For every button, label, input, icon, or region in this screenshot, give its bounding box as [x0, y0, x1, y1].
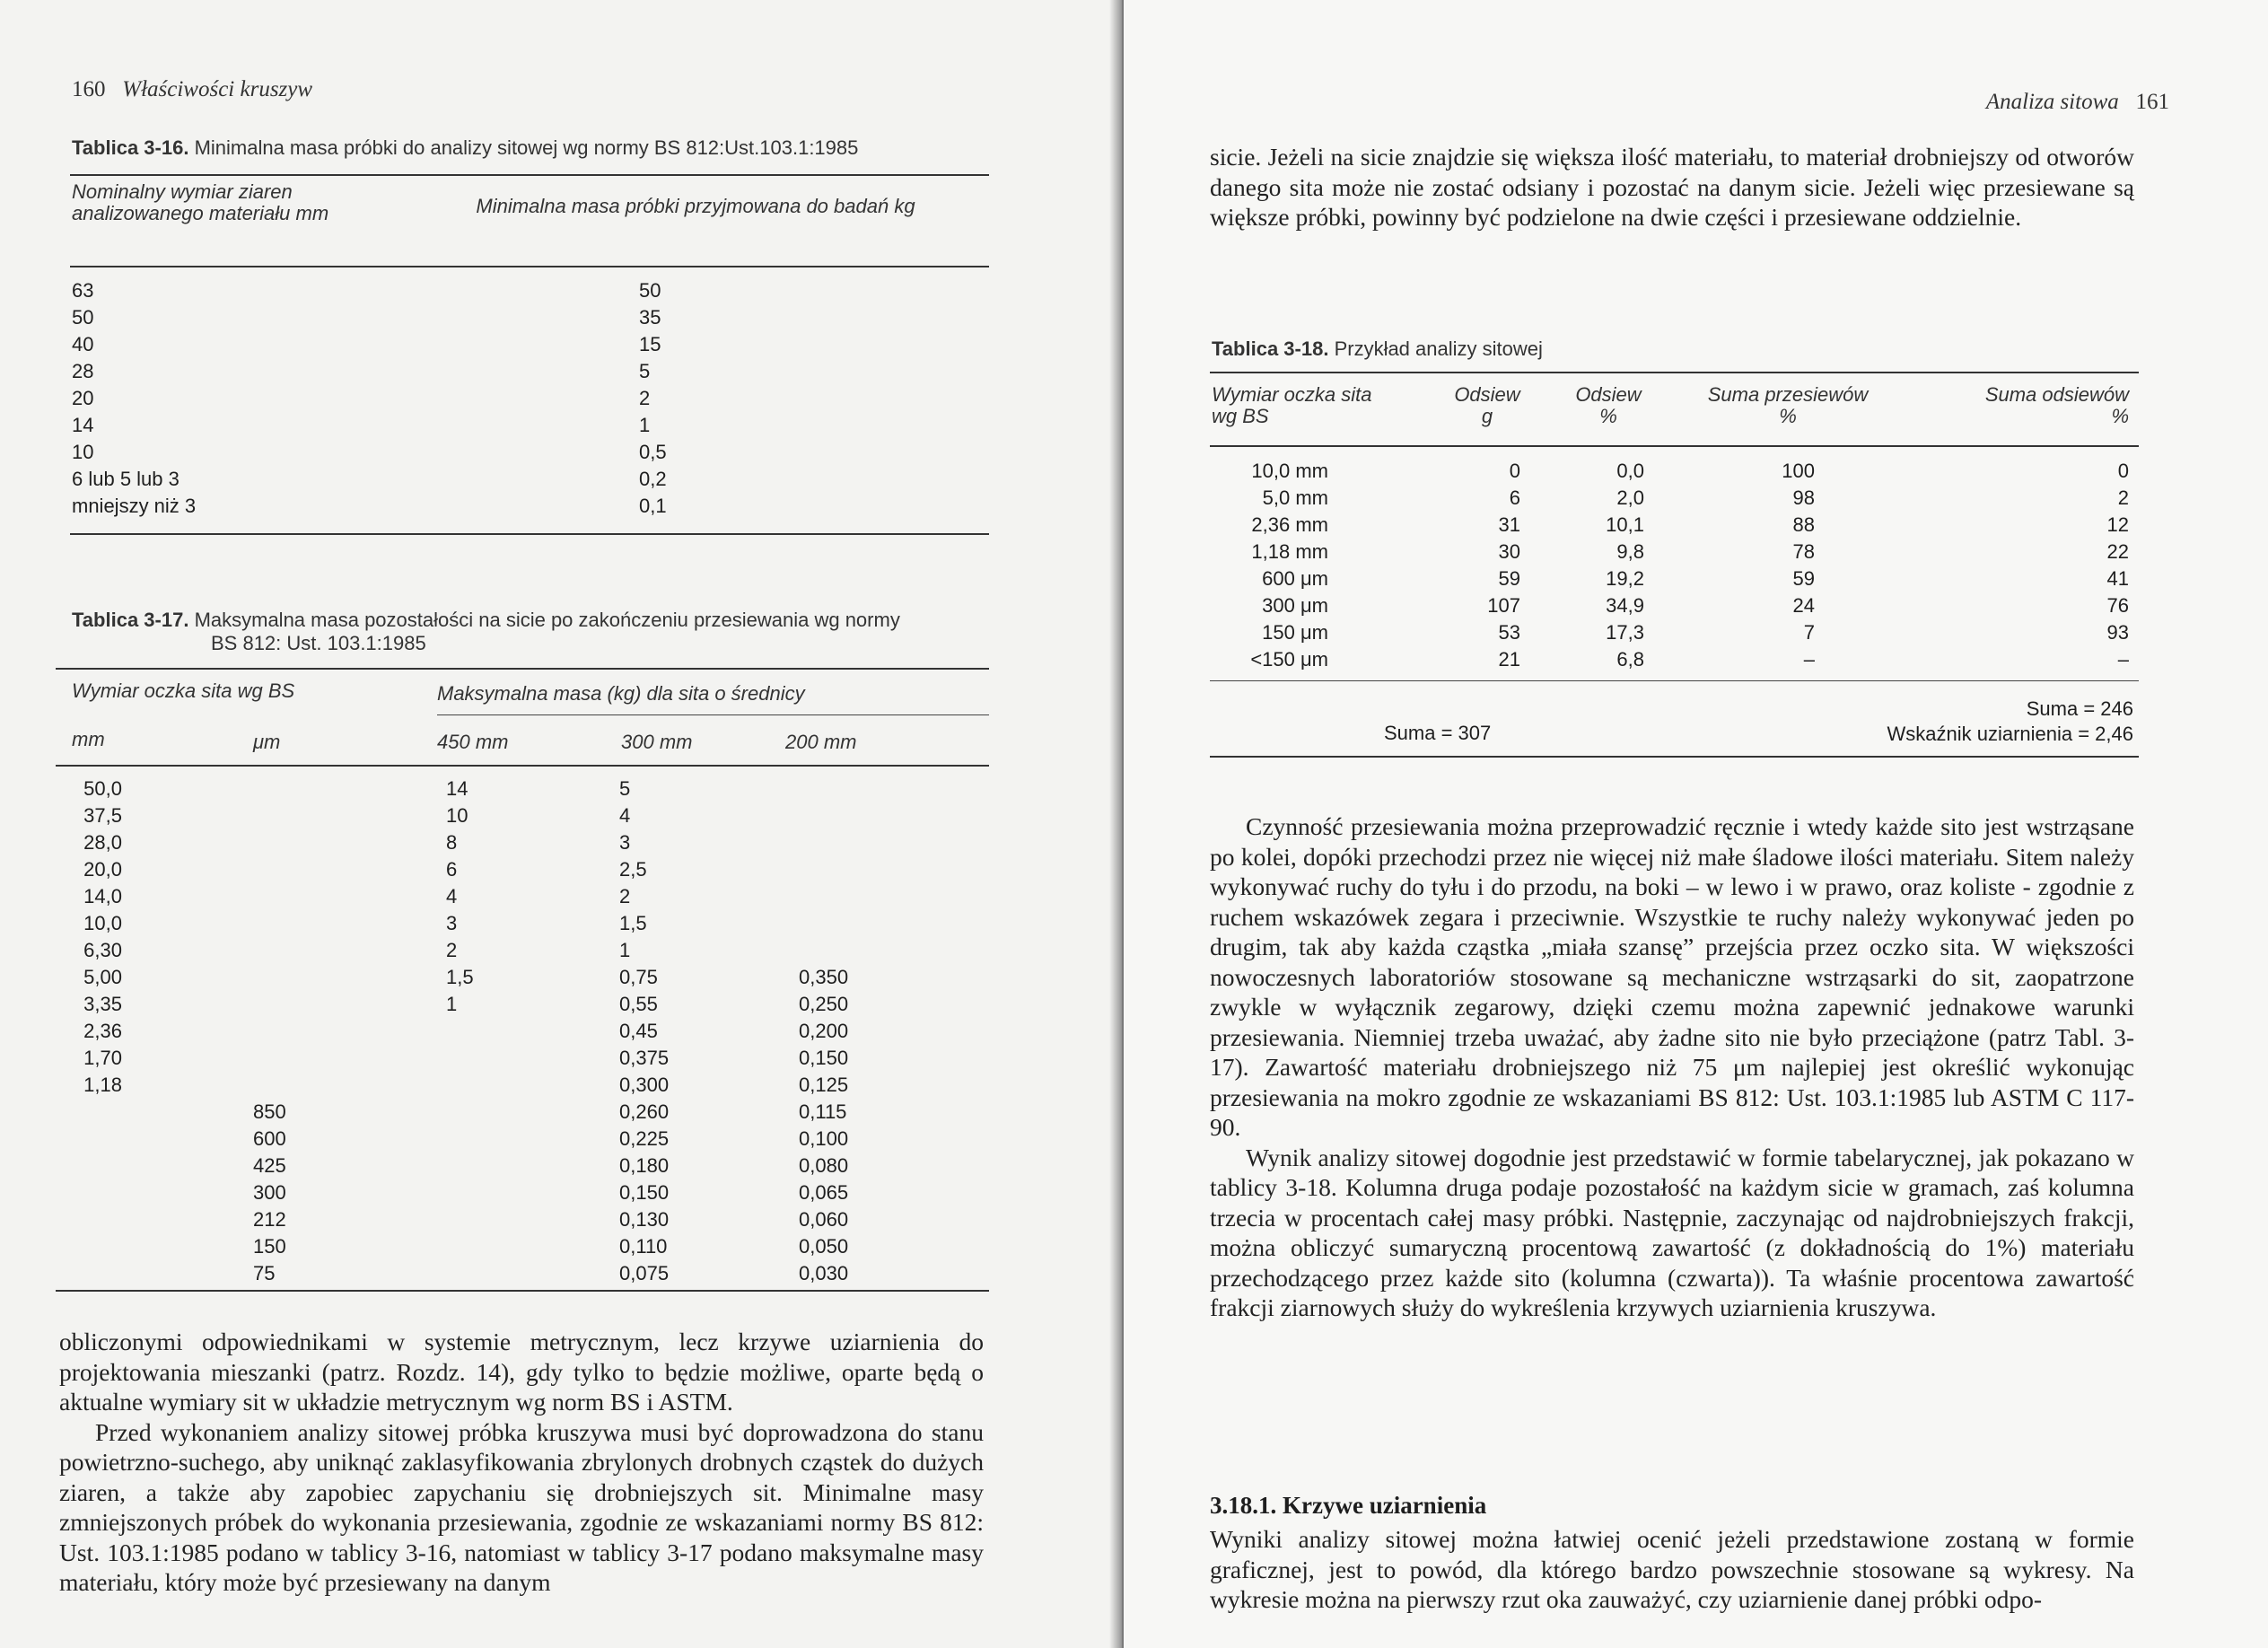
subheader-300: 300 mm	[621, 731, 693, 753]
table-cell: 41	[2106, 567, 2129, 590]
table-cell: 88	[1792, 513, 1815, 536]
table-3-17-300-column	[619, 776, 669, 1287]
table-cell: 93	[2106, 621, 2129, 644]
table-rule	[56, 1290, 989, 1292]
table-header-size: Nominalny wymiar ziaren analizowanego materiału mm	[72, 180, 329, 224]
sum-retained: Suma = 246	[2026, 697, 2133, 720]
table-rule	[56, 668, 989, 670]
table-cell: 150 μm	[1262, 621, 1328, 644]
table-label: Tablica 3-16.	[72, 136, 189, 159]
table-cell: 1,5	[446, 966, 474, 988]
table-cell: 10,1	[1606, 513, 1644, 536]
table-cell: 10,0	[83, 912, 122, 934]
table-cell: 63	[72, 279, 94, 302]
table-cell: 98	[1792, 487, 1815, 509]
table-cell: 3	[619, 831, 631, 854]
table-cell: 1	[639, 414, 651, 436]
table-3-16-size-column	[72, 277, 196, 520]
table-cell: 0,060	[799, 1208, 849, 1231]
subheader-200: 200 mm	[785, 731, 857, 753]
table-cell: –	[2117, 648, 2129, 671]
table-cell: 75	[253, 1262, 276, 1284]
table-3-18-passing-column	[1759, 458, 1815, 673]
page-number: 160	[72, 77, 106, 101]
table-3-18-caption	[1212, 337, 1543, 361]
subheader-450: 450 mm	[437, 731, 509, 753]
table-cell: 300	[253, 1181, 286, 1204]
table-cell: 17,3	[1606, 621, 1644, 644]
table-cell: 4	[619, 804, 631, 827]
table-cell: –	[1803, 648, 1815, 671]
table-title: Maksymalna masa pozostałości na sicie po zakończeniu przesiewania wg normy	[194, 609, 900, 631]
table-3-17-200-column	[799, 964, 848, 1287]
table-cell: 6,8	[1616, 648, 1644, 671]
table-cell: 20	[72, 387, 94, 409]
left-folio	[72, 77, 312, 102]
right-page	[1124, 0, 2268, 1648]
fineness-modulus: Wskaźnik uziarnienia = 2,46	[1887, 723, 2133, 745]
table-cell: 107	[1487, 594, 1520, 617]
section-body-text	[1210, 1524, 2134, 1615]
paragraph: Przed wykonaniem analizy sitowej próbka kruszywa musi być doprowadzona do stanu powietrzno-suchego, aby uniknąć zaklasyfikowania zbrylonych drobnych cząstek do dużych ziaren, a także aby zapobiec zapychaniu się drobniejszych sit. Minimalne masy zmniejszonych próbek do wykonania przesiewania, zgodnie ze wskazaniami normy BS 812: Ust. 103.1:1985 podano w tablicy 3-16, natomiast w tablicy 3-17 podano maksymalne masy materiału, który może być przesiewany na danym	[59, 1417, 984, 1596]
paragraph: sicie. Jeżeli na sicie znajdzie się większa ilość materiału, to materiał drobniejszy od otworów danego sita może nie zostać odsiany i pozostać na danym sicie. Jeżeli więc przesiewane są większe próbki, powinny być podzielone na dwie części i przesiewane oddzielnie.	[1210, 143, 2134, 231]
header-line: Odsiew	[1454, 383, 1520, 406]
table-cell: 5,0 mm	[1262, 487, 1328, 509]
table-rule	[70, 174, 989, 176]
header-line: Suma odsiewów	[1984, 383, 2129, 406]
table-cell: 1,70	[83, 1047, 122, 1069]
header-retained-pct	[1546, 384, 1671, 427]
table-3-17-um-column	[253, 1099, 286, 1287]
table-rule	[1210, 372, 2139, 373]
header-sieve	[1212, 384, 1371, 427]
paragraph: obliczonymi odpowiednikami w systemie metrycznym, lecz krzywe uziarnienia do projektowania mieszanki (patrz. Rozdz. 14), gdy tylko to będzie możliwe, oparte będą o aktualne wymiary sit w układzie metrycznym wg norm BS i ASTM.	[59, 1328, 984, 1416]
table-cell: 2	[639, 387, 651, 409]
table-cell: 150	[253, 1235, 286, 1258]
sum-grams: Suma = 307	[1384, 722, 1492, 744]
table-cell: 50	[639, 279, 661, 302]
table-cell: 9,8	[1616, 540, 1644, 563]
table-cell: 1,5	[619, 912, 647, 934]
table-cell: 35	[639, 306, 661, 329]
table-rule	[70, 266, 989, 267]
subheader-mm: mm	[72, 728, 105, 750]
table-cell: 10,0 mm	[1251, 460, 1328, 482]
table-cell: 6 lub 5 lub 3	[72, 468, 180, 490]
table-cell: 0,260	[619, 1100, 670, 1123]
paragraph: Wyniki analizy sitowej można łatwiej ocenić jeżeli przedstawione zostaną w formie graficznej, jest to powód, dla którego bardzo powszechnie stosowane są wykresy. Na wykresie można na pierwszy rzut oka zauważyć, czy uziarnienie danej próbki odpo-	[1210, 1525, 2134, 1613]
table-cell: 24	[1792, 594, 1815, 617]
right-intro-text	[1210, 142, 2134, 232]
table-cell: 0,030	[799, 1262, 849, 1284]
table-cell: 0,0	[1616, 460, 1644, 482]
table-cell: 15	[639, 333, 661, 355]
table-cell: 600	[253, 1127, 286, 1150]
table-cell: 0,225	[619, 1127, 670, 1150]
table-cell: 212	[253, 1208, 286, 1231]
header-line: wg BS	[1212, 405, 1269, 427]
header-cum-passing	[1680, 384, 1896, 427]
table-3-18-retained-column	[2066, 458, 2129, 673]
left-body-text	[59, 1327, 984, 1598]
table-cell: 0,080	[799, 1154, 849, 1177]
table-cell: 2,36	[83, 1020, 122, 1042]
table-cell: 34,9	[1606, 594, 1644, 617]
table-cell: 0,150	[619, 1181, 670, 1204]
table-cell: 2,5	[619, 858, 647, 881]
table-cell: 53	[1498, 621, 1520, 644]
table-cell: 40	[72, 333, 94, 355]
table-cell: 10	[446, 804, 468, 827]
table-cell: 0,065	[799, 1181, 849, 1204]
table-cell: 8	[446, 831, 458, 854]
table-cell: 28,0	[83, 831, 122, 854]
table-cell: 59	[1498, 567, 1520, 590]
table-cell: 0,1	[639, 495, 667, 517]
table-rule	[56, 765, 989, 767]
running-head: Analiza sitowa	[1985, 90, 2119, 114]
table-cell: 10	[72, 441, 94, 463]
header-line: %	[1599, 405, 1617, 427]
table-cell: 2,0	[1616, 487, 1644, 509]
table-cell: 50	[72, 306, 94, 329]
table-cell: 425	[253, 1154, 286, 1177]
table-summary	[1752, 697, 2133, 747]
table-label: Tablica 3-18.	[1212, 337, 1329, 360]
table-cell: 14	[72, 414, 94, 436]
table-cell: 5	[619, 777, 631, 800]
table-3-17-450-column	[446, 776, 474, 1018]
table-3-16-caption	[72, 136, 858, 160]
table-label: Tablica 3-17.	[72, 609, 189, 631]
table-cell: 0,55	[619, 993, 658, 1015]
table-cell: 1	[619, 939, 631, 961]
table-cell: 0,2	[639, 468, 667, 490]
table-cell: 4	[446, 885, 458, 907]
table-cell: 59	[1792, 567, 1815, 590]
table-cell: 0,110	[619, 1235, 668, 1258]
table-cell: 1,18 mm	[1251, 540, 1328, 563]
table-cell: 28	[72, 360, 94, 382]
table-cell: 0,115	[799, 1100, 847, 1123]
table-cell: 0,75	[619, 966, 658, 988]
table-cell: 19,2	[1606, 567, 1644, 590]
header-line: Wymiar oczka sita	[1212, 383, 1372, 406]
table-cell: 0,350	[799, 966, 849, 988]
table-cell: 0,130	[619, 1208, 670, 1231]
table-cell: 1,18	[83, 1074, 122, 1096]
table-cell: 2,36 mm	[1251, 513, 1328, 536]
table-3-18-sieve-column	[1213, 458, 1328, 673]
table-cell: 0,300	[619, 1074, 670, 1096]
table-header-mass: Minimalna masa próbki przyjmowana do badań kg	[476, 195, 915, 217]
table-cell: 0,100	[799, 1127, 849, 1150]
table-cell: 12	[2106, 513, 2129, 536]
table-rule	[1210, 445, 2139, 447]
table-cell: 0,075	[619, 1262, 670, 1284]
header-cum-retained	[1913, 384, 2129, 427]
table-header-max-mass: Maksymalna masa (kg) dla sita o średnicy	[437, 682, 805, 705]
table-cell: 76	[2106, 594, 2129, 617]
table-title-line2: BS 812: Ust. 103.1:1985	[211, 632, 426, 654]
header-line: Suma przesiewów	[1707, 383, 1869, 406]
table-cell: 0	[1509, 460, 1520, 482]
header-line: %	[1779, 405, 1797, 427]
table-cell: 78	[1792, 540, 1815, 563]
header-line: Odsiew	[1575, 383, 1642, 406]
table-3-18-grams-column	[1456, 458, 1520, 673]
table-rule	[1210, 756, 2139, 758]
table-cell: 7	[1803, 621, 1815, 644]
table-cell: 0,250	[799, 993, 849, 1015]
table-cell: 2	[2117, 487, 2129, 509]
table-cell: 2	[619, 885, 631, 907]
table-cell: 5,00	[83, 966, 122, 988]
table-3-17-caption	[72, 609, 996, 655]
table-cell: 20,0	[83, 858, 122, 881]
table-3-17-mm-column	[72, 776, 122, 1099]
table-cell: mniejszy niż 3	[72, 495, 197, 517]
header-line: %	[2111, 405, 2129, 427]
right-folio	[1986, 90, 2169, 115]
table-rule	[437, 714, 989, 715]
table-cell: 22	[2106, 540, 2129, 563]
table-cell: 0,375	[619, 1047, 670, 1069]
page-number: 161	[2135, 90, 2169, 114]
table-cell: 6,30	[83, 939, 122, 961]
table-cell: 1	[446, 993, 458, 1015]
table-cell: 14	[446, 777, 468, 800]
table-cell: 0,200	[799, 1020, 849, 1042]
paragraph: Czynność przesiewania można przeprowadzić ręcznie i wtedy każde sito jest wstrząsane po kolei, dopóki przechodzi przez nie więcej niż małe śladowe ilości materiału. Sitem należy wykonywać ruchy do tyłu i do przodu, na boki – w lewo i w prawo, oraz koliste - zgodnie z ruchem wskazówek zegara i przeciwnie. Wszystkie te ruchy należy wykonywać jeden po drugim, tak aby każda cząstka „miała szansę” przejścia przez oczko sita. W większości nowoczesnych laboratoriów stosowane są mechaniczne wstrząsarki do sit, zaopatrzone zwykle w wyłącznik zegarowy, dzięki czemu można zapewnić jednakowe warunki przesiewania. Niemniej trzeba uważać, aby żadne sito nie było przeciążone (patrz Tabl. 3-17). Zawartość materiału drobniejszego niż 75 μm najlepiej jest określić wykonując przesiewania na mokro zgodnie ze wskazaniami BS 812: Ust. 103.1:1985 lub ASTM C 117-90.	[1210, 812, 2134, 1141]
table-cell: 0,050	[799, 1235, 849, 1258]
table-cell: 0	[2117, 460, 2129, 482]
left-page	[0, 0, 1122, 1648]
table-rule	[1210, 680, 2139, 681]
table-cell: 37,5	[83, 804, 122, 827]
table-cell: 850	[253, 1100, 286, 1123]
table-cell: 3	[446, 912, 458, 934]
header-retained-g	[1429, 384, 1546, 427]
table-rule	[70, 533, 989, 535]
table-cell: 21	[1498, 648, 1520, 671]
section-heading: 3.18.1. Krzywe uziarnienia	[1210, 1492, 1487, 1519]
table-cell: 31	[1498, 513, 1520, 536]
subheader-um: μm	[253, 731, 281, 753]
table-cell: <150 μm	[1250, 648, 1328, 671]
table-cell: 30	[1498, 540, 1520, 563]
table-cell: 600 μm	[1262, 567, 1328, 590]
table-cell: 0,150	[799, 1047, 849, 1069]
table-cell: 3,35	[83, 993, 122, 1015]
table-cell: 100	[1782, 460, 1815, 482]
table-cell: 6	[446, 858, 458, 881]
right-body-text	[1210, 811, 2134, 1323]
table-header-sieve: Wymiar oczka sita wg BS	[72, 679, 295, 702]
table-cell: 0,45	[619, 1020, 658, 1042]
header-line: g	[1481, 405, 1493, 427]
table-cell: 6	[1509, 487, 1520, 509]
table-cell: 0,125	[799, 1074, 849, 1096]
table-cell: 2	[446, 939, 458, 961]
table-cell: 0,180	[619, 1154, 670, 1177]
table-cell: 5	[639, 360, 651, 382]
table-3-18-pct-column	[1581, 458, 1644, 673]
running-head: Właściwości kruszyw	[122, 77, 313, 101]
table-cell: 0,5	[639, 441, 667, 463]
table-cell: 14,0	[83, 885, 122, 907]
paragraph: Wynik analizy sitowej dogodnie jest przedstawić w formie tabelarycznej, jak pokazano w tablicy 3-18. Kolumna druga podaje pozostałość na każdym sicie w gramach, zaś kolumna trzecia w procentach całej masy próbki. Następnie, zaczynając od najdrobniejszych frakcji, można obliczyć sumaryczną procentową zawartość (z dokładnością do 1%) materiału przechodzącego przez każde sito (kolumna (czwarta)). Ta właśnie procentowa zawartość frakcji ziarnowych służy do wykreślenia krzywych uziarnienia kruszywa.	[1210, 1143, 2134, 1321]
table-cell: 50,0	[83, 777, 122, 800]
table-cell: 300 μm	[1262, 594, 1328, 617]
table-title: Przykład analizy sitowej	[1334, 337, 1543, 360]
table-title: Minimalna masa próbki do analizy sitowej wg normy BS 812:Ust.103.1:1985	[194, 136, 859, 159]
table-3-16-mass-column	[639, 277, 667, 520]
